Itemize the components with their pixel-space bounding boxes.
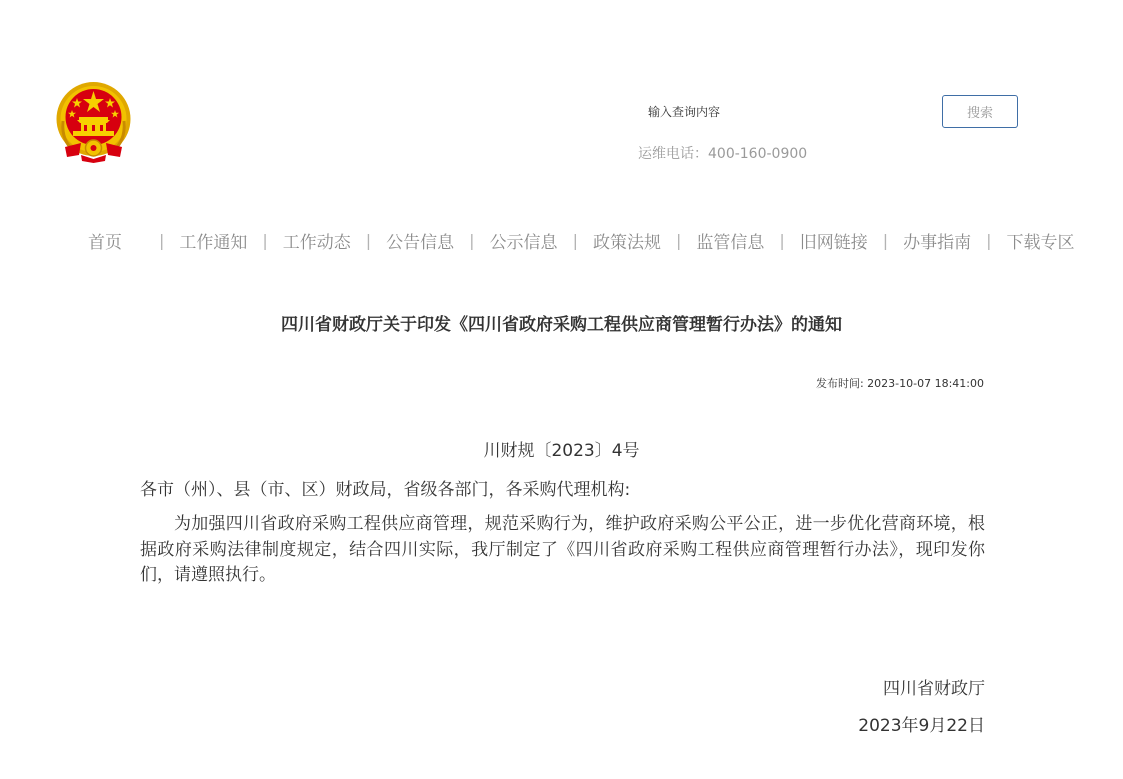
publish-time: 发布时间: 2023-10-07 18:41:00 [815,377,984,390]
national-emblem-icon [55,81,132,163]
main-nav [70,226,1075,254]
salutation: 各市（州）、县（市、区）财政局，省级各部门，各采购代理机构: [140,480,631,500]
nav-item-downloads[interactable]: 下载专区 [1006,232,1075,253]
nav-item-public-notices[interactable]: 公示信息 [489,232,558,253]
nav-item-supervision[interactable]: 监管信息 [696,232,765,253]
nav-item-work-news[interactable]: 工作动态 [282,232,351,253]
nav-item-work-notices[interactable]: 工作通知 [179,232,248,253]
article-title: 四川省财政厅关于印发《四川省政府采购工程供应商管理暂行办法》的通知 [281,315,842,335]
nav-separator: | [882,230,889,250]
nav-separator: | [365,230,372,250]
nav-item-old-site-links[interactable]: 旧网链接 [799,232,868,253]
nav-separator: | [675,230,682,250]
signature-org: 四川省财政厅 [883,679,985,699]
nav-item-announcements[interactable]: 公告信息 [386,232,455,253]
nav-separator: | [262,230,268,250]
nav-separator: | [159,230,165,250]
search-input[interactable] [640,97,930,127]
nav-separator: | [779,230,785,250]
document-number: 川财规〔2023〕4号 [483,441,640,461]
nav-item-service-guide[interactable]: 办事指南 [903,232,972,253]
signature-date: 2023年9月22日 [858,716,985,736]
nav-separator: | [469,230,475,250]
nav-item-home[interactable]: 首页 [88,232,122,253]
nav-item-policies[interactable]: 政策法规 [592,232,661,253]
hotline-text: 运维电话：400-160-0900 [638,146,808,162]
nav-separator: | [986,230,992,250]
search-button[interactable]: 搜索 [942,95,1018,128]
article-body: 为加强四川省政府采购工程供应商管理，规范采购行为，维护政府采购公平公正，进一步优化营商环境，根据政府采购法律制度规定，结合四川实际，我厅制定了《四川省政府采购工程供应商管理暂行办法》，现印发你们，请遵照执行。 [140,514,985,585]
nav-separator: | [572,230,578,250]
